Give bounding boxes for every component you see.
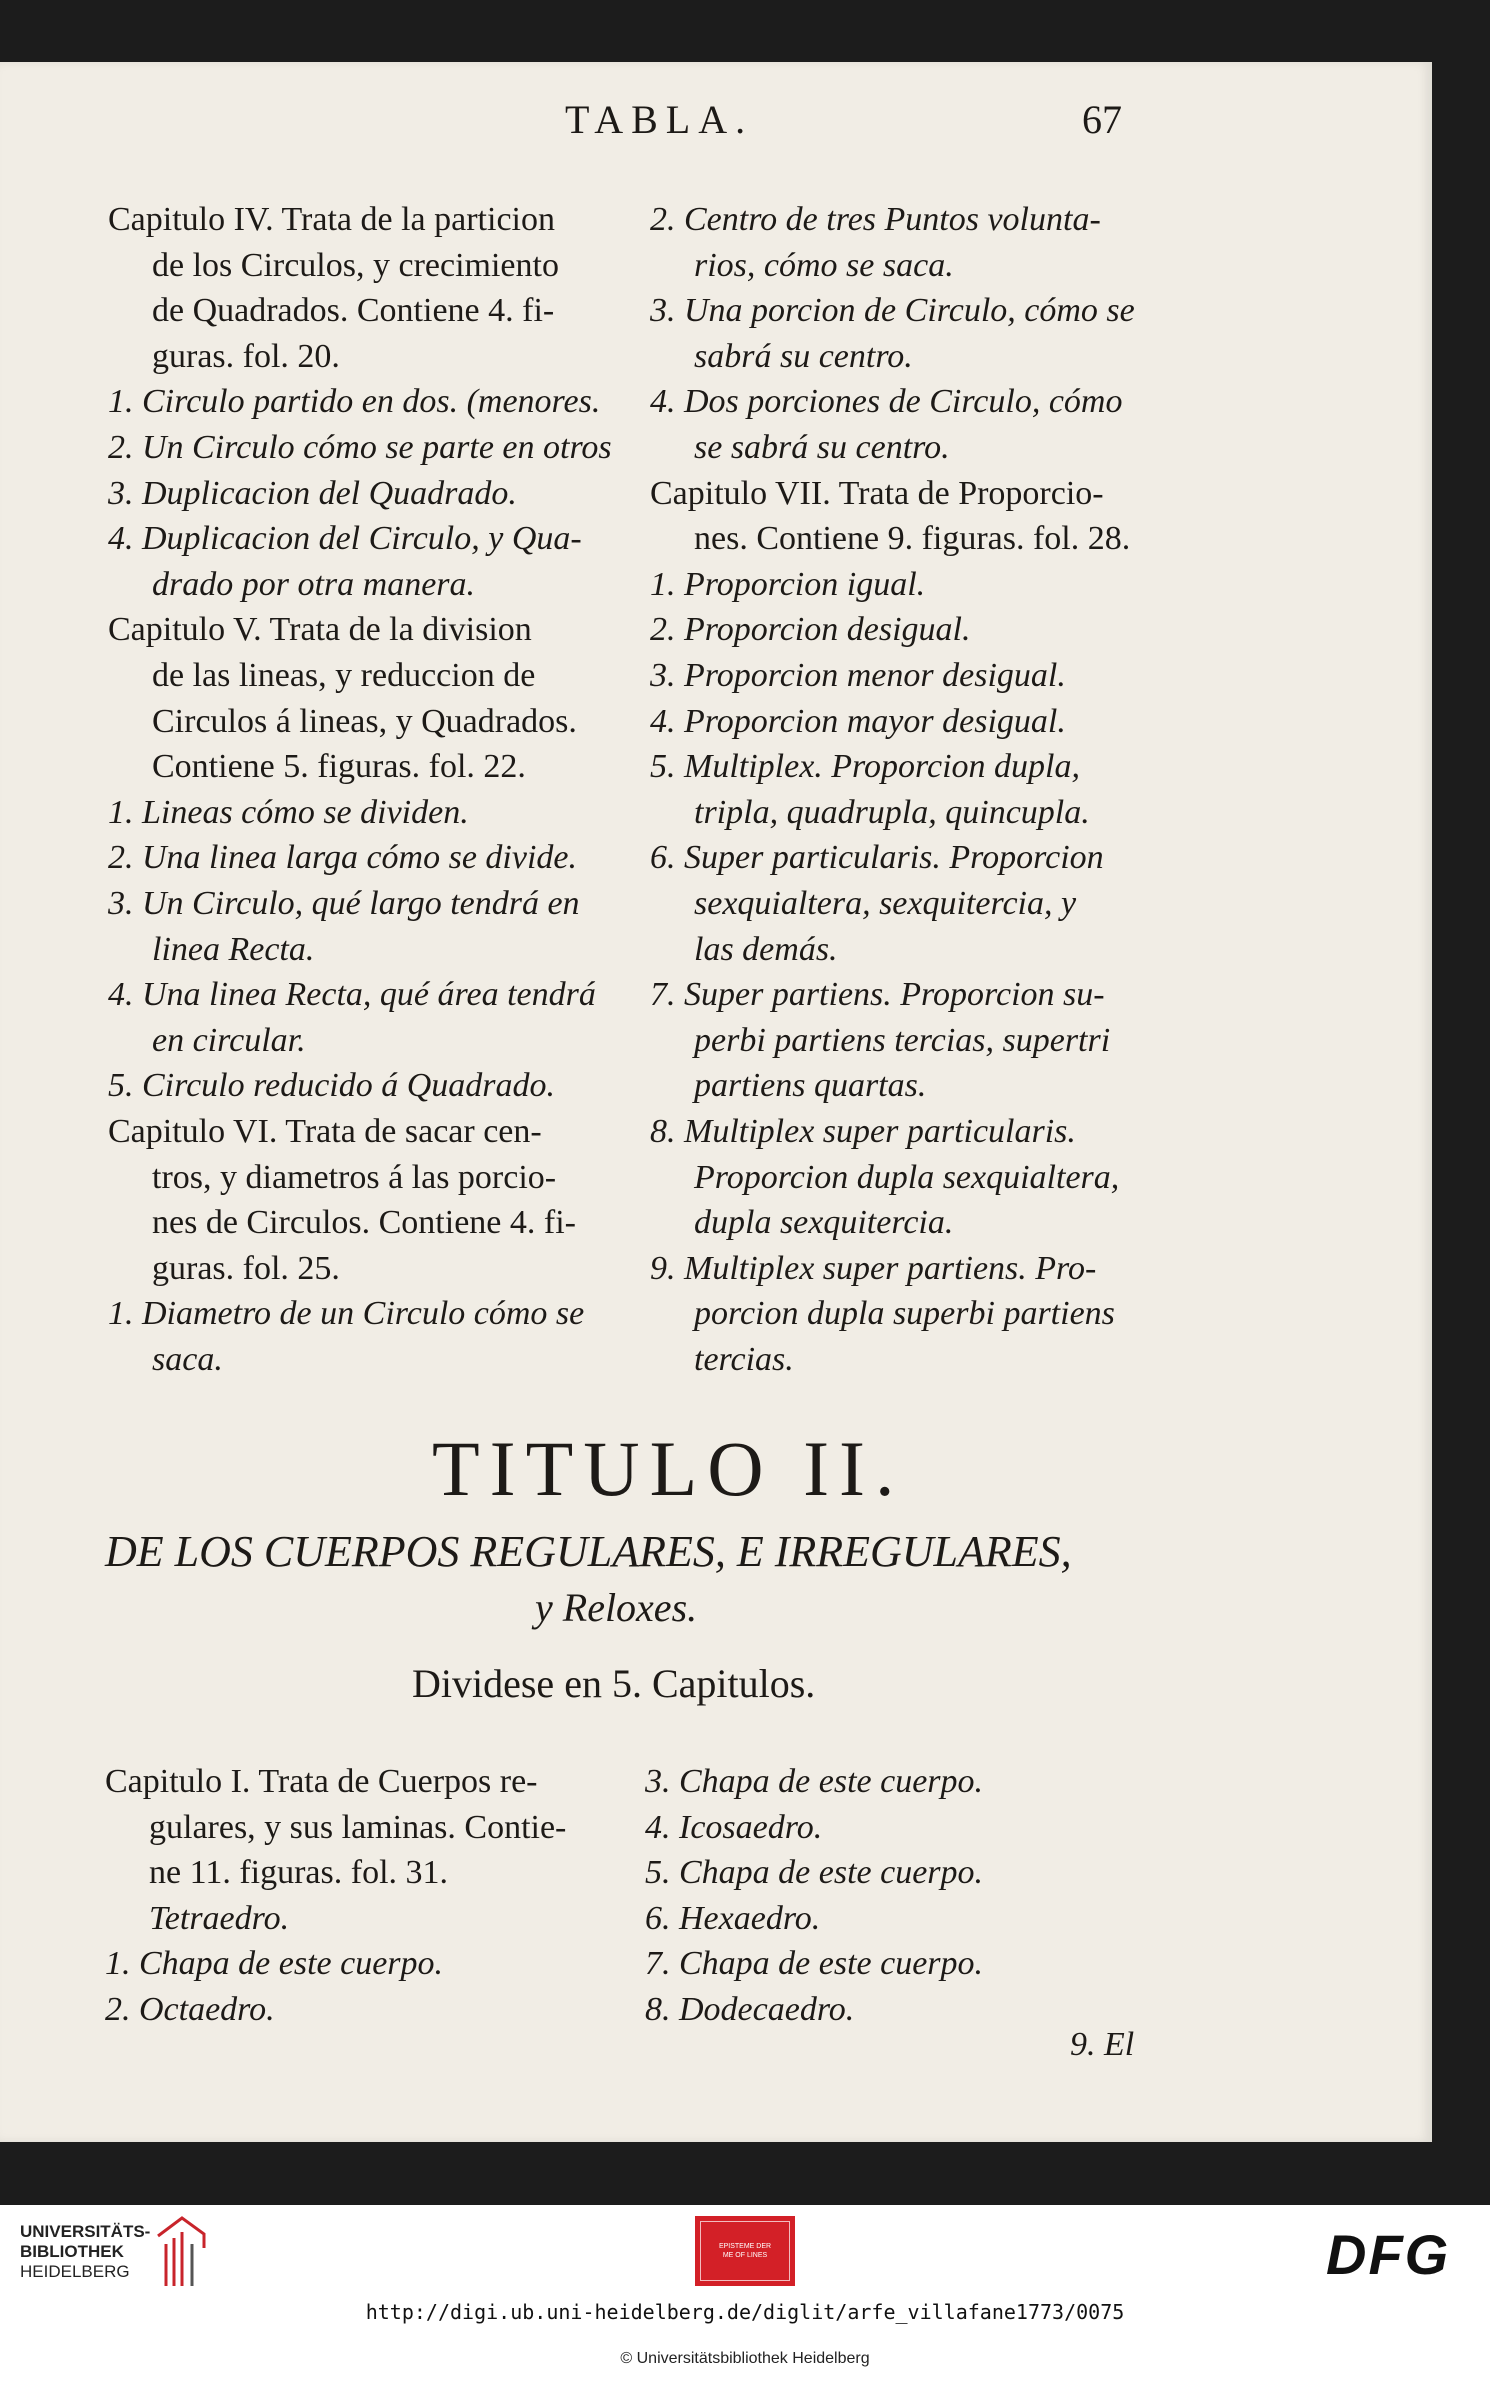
copyright-notice: © Universitätsbibliothek Heidelberg — [620, 2350, 870, 2367]
chapter-count-line: Dividese en 5. Capitulos. — [412, 1661, 816, 1706]
toc-line: 4. Una linea Recta, qué área tendrá — [108, 976, 596, 1014]
section-subtitle-line2: y Reloxes. — [535, 1585, 698, 1630]
toc-line: 3. Proporcion menor desigual. — [650, 657, 1066, 694]
toc-line: de Quadrados. Contiene 4. fi- — [152, 292, 555, 330]
permalink-url[interactable]: http://digi.ub.uni-heidelberg.de/diglit/arfe_villafane1773/0075 — [365, 2300, 1125, 2324]
toc-line: Tetraedro. — [149, 1899, 290, 1937]
digital-scholarship-logo[interactable] — [695, 2216, 795, 2286]
toc-line: 7. Chapa de este cuerpo. — [645, 1945, 984, 1983]
toc-line: 4. Dos porciones de Circulo, cómo — [650, 383, 1123, 421]
toc-line: porcion dupla superbi partiens — [694, 1295, 1115, 1333]
toc-line: 2. Centro de tres Puntos volunta- — [650, 201, 1101, 238]
toc-line: 4. Icosaedro. — [645, 1808, 823, 1846]
toc-line: Proporcion dupla sexquialtera, — [694, 1158, 1120, 1196]
toc-line: 2. Octaedro. — [105, 1991, 275, 2028]
toc-line: de los Circulos, y crecimiento — [152, 246, 559, 284]
toc-line: 5. Chapa de este cuerpo. — [645, 1854, 984, 1892]
section-title: TITULO II. — [432, 1425, 905, 1512]
ds-logo-line1: EPISTEME DER — [718, 2243, 772, 2250]
toc-line: 1. Chapa de este cuerpo. — [105, 1945, 444, 1983]
toc-line: sabrá su centro. — [694, 337, 913, 375]
ub-logo-line3: HEIDELBERG — [20, 2262, 130, 2281]
toc-line: saca. — [152, 1341, 223, 1378]
toc-line: nes de Circulos. Contiene 4. fi- — [152, 1204, 576, 1242]
toc-line: 3. Chapa de este cuerpo. — [645, 1763, 984, 1800]
toc-line: nes. Contiene 9. figuras. fol. 28. — [694, 520, 1131, 558]
dfg-logo[interactable]: DFG — [1326, 2223, 1451, 2286]
toc-line: Contiene 5. figuras. fol. 22. — [152, 748, 526, 786]
toc-line: ne 11. figuras. fol. 31. — [149, 1854, 449, 1892]
toc-line: Capitulo IV. Trata de la particion — [108, 201, 555, 238]
toc-line: 1. Lineas cómo se dividen. — [108, 793, 469, 831]
toc-line: se sabrá su centro. — [694, 429, 950, 466]
ub-logo-line2: BIBLIOTHEK — [20, 2242, 124, 2261]
toc-line: gulares, y sus laminas. Contie- — [149, 1808, 567, 1846]
toc-line: tercias. — [694, 1341, 794, 1378]
toc-line: 6. Super particularis. Proporcion — [650, 839, 1104, 877]
toc-line: 4. Duplicacion del Circulo, y Qua- — [108, 520, 582, 558]
section-subtitle-line1: DE LOS CUERPOS REGULARES, E IRREGULARES, — [105, 1527, 1072, 1576]
toc-line: Capitulo I. Trata de Cuerpos re- — [105, 1763, 538, 1800]
toc-line: rios, cómo se saca. — [694, 246, 954, 284]
toc-line: guras. fol. 20. — [152, 337, 340, 375]
toc-line: perbi partiens tercias, supertri — [694, 1021, 1111, 1059]
toc-line: dupla sexquitercia. — [694, 1204, 954, 1242]
toc-line: sexquialtera, sexquitercia, y — [694, 885, 1077, 922]
toc-line: 2. Un Circulo cómo se parte en otros — [108, 429, 612, 466]
toc-line: 5. Multiplex. Proporcion dupla, — [650, 748, 1080, 786]
toc-line: tripla, quadrupla, quincupla. — [694, 793, 1090, 831]
toc-line: en circular. — [152, 1021, 306, 1059]
toc-line: drado por otra manera. — [152, 565, 476, 603]
toc-line: 1. Proporcion igual. — [650, 565, 926, 603]
page-number: 67 — [1082, 97, 1122, 142]
toc-line: 7. Super partiens. Proporcion su- — [650, 976, 1105, 1014]
catchword: 9. El — [1070, 2026, 1135, 2063]
toc-line: 6. Hexaedro. — [645, 1899, 821, 1937]
toc-line: las demás. — [694, 930, 838, 968]
toc-line: 8. Multiplex super particularis. — [650, 1113, 1076, 1150]
toc-line: 2. Proporcion desigual. — [650, 611, 971, 649]
toc-line: 5. Circulo reducido á Quadrado. — [108, 1067, 556, 1105]
toc-line: Capitulo VII. Trata de Proporcio- — [650, 474, 1104, 512]
toc-line: 8. Dodecaedro. — [645, 1991, 855, 2028]
toc-line: guras. fol. 25. — [152, 1249, 340, 1287]
ub-logo-mark-icon — [152, 2214, 210, 2290]
toc-line: 3. Un Circulo, qué largo tendrá en — [108, 885, 580, 922]
toc-line: Capitulo VI. Trata de sacar cen- — [108, 1113, 542, 1150]
ub-logo-line1: UNIVERSITÄTS- — [20, 2222, 151, 2241]
toc-line: tros, y diametros á las porcio- — [152, 1158, 557, 1196]
toc-line: 3. Duplicacion del Quadrado. — [108, 474, 517, 512]
toc-line: Circulos á lineas, y Quadrados. — [152, 702, 577, 740]
running-title: TABLA. — [565, 97, 754, 142]
toc-line: 1. Diametro de un Circulo cómo se — [108, 1295, 585, 1333]
toc-line: 4. Proporcion mayor desigual. — [650, 702, 1066, 740]
toc-line: Capitulo V. Trata de la division — [108, 611, 532, 649]
toc-line: 1. Circulo partido en dos. (menores. — [108, 383, 601, 421]
toc-line: linea Recta. — [152, 930, 315, 968]
toc-line: de las lineas, y reduccion de — [152, 657, 536, 694]
ub-heidelberg-logo[interactable] — [20, 2222, 150, 2282]
toc-line: 9. Multiplex super partiens. Pro- — [650, 1249, 1097, 1287]
toc-line: 3. Una porcion de Circulo, cómo se — [650, 292, 1135, 330]
toc-line: 2. Una linea larga cómo se divide. — [108, 839, 577, 877]
toc-line: partiens quartas. — [694, 1067, 927, 1105]
ds-logo-line2: ME OF LINES — [722, 2252, 768, 2259]
